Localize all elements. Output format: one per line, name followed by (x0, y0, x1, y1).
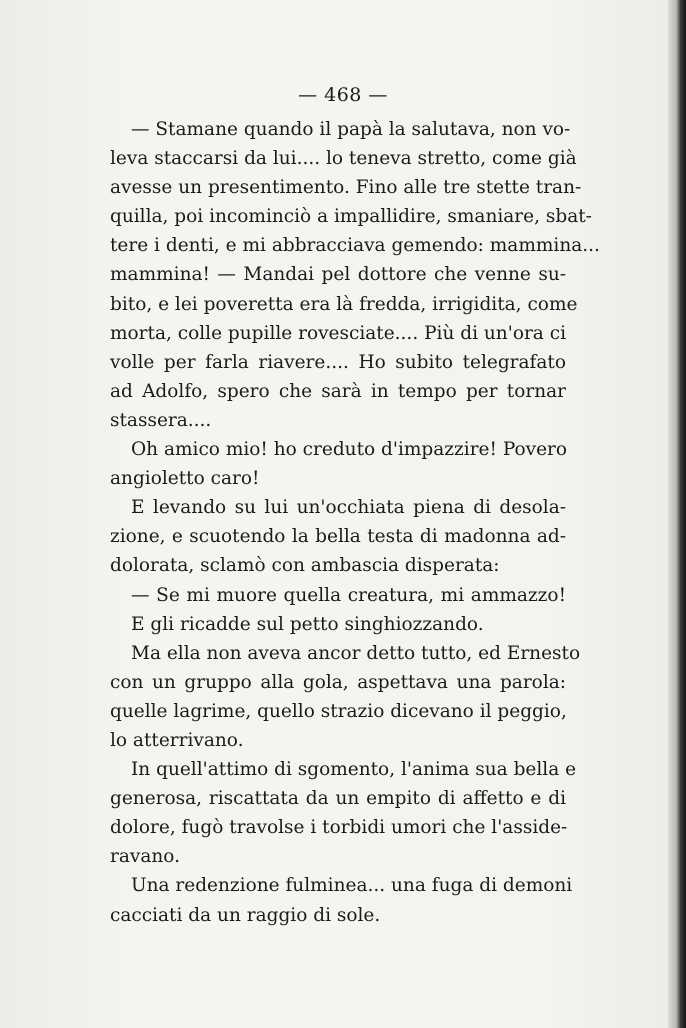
text-line: E gli ricadde sul petto singhiozzando. (131, 613, 484, 635)
text-line: zione, e scuotendo la bella testa di madonna ad- (110, 526, 566, 548)
text-line: — Se mi muore quella creatura, mi ammazzo! (131, 584, 566, 606)
text-line: angioletto caro! (110, 468, 260, 490)
body-text (110, 115, 600, 930)
text-line: bito, e lei poveretta era là fredda, irrigidita, come (110, 293, 578, 315)
text-line: Una redenzione fulminea... una fuga di demoni (131, 875, 573, 897)
text-line: dolorata, sclamò con ambascia disperata: (110, 555, 500, 577)
text-line: E levando su lui un'occhiata piena di desola- (131, 497, 566, 519)
text-line: — Stamane quando il papà la salutava, non vo- (131, 119, 571, 140)
binding-edge (668, 0, 686, 1028)
text-line: ravano. (110, 846, 180, 868)
text-line: Ma ella non aveva ancor detto tutto, ed Ernesto (131, 642, 581, 664)
text-line: lo atterrivano. (110, 729, 244, 751)
text-line: avesse un presentimento. Fino alle tre stette tran- (110, 177, 582, 199)
text-line: morta, colle pupille rovesciate.... Più di un'ora ci (110, 322, 566, 344)
page-number: — 468 — (298, 84, 388, 106)
text-line: ad Adolfo, spero che sarà in tempo per tornar (110, 380, 566, 402)
text-line: volle per farla riavere.... Ho subito telegrafato (110, 351, 566, 373)
text-line: cacciati da un raggio di sole. (110, 904, 381, 926)
text-line: dolore, fugò travolse i torbidi umori che l'asside- (110, 817, 568, 839)
text-line: quilla, poi incominciò a impallidire, smaniare, sbat- (110, 206, 592, 228)
text-line: generosa, riscattata da un empito di affetto e di (110, 788, 566, 810)
text-line: In quell'attimo di sgomento, l'anima sua bella e (131, 759, 577, 781)
text-line: leva staccarsi da lui.... lo teneva stretto, come già (110, 148, 577, 170)
text-line: stassera.... (110, 409, 212, 431)
text-line: tere i denti, e mi abbracciava gemendo: mammina... (110, 235, 600, 257)
text-line: mammina! — Mandai pel dottore che venne su- (110, 264, 566, 286)
text-line: con un gruppo alla gola, aspettava una parola: (110, 671, 566, 693)
text-line: quelle lagrime, quello strazio dicevano il peggio, (110, 700, 567, 722)
text-line: Oh amico mio! ho creduto d'impazzire! Povero (131, 439, 568, 461)
